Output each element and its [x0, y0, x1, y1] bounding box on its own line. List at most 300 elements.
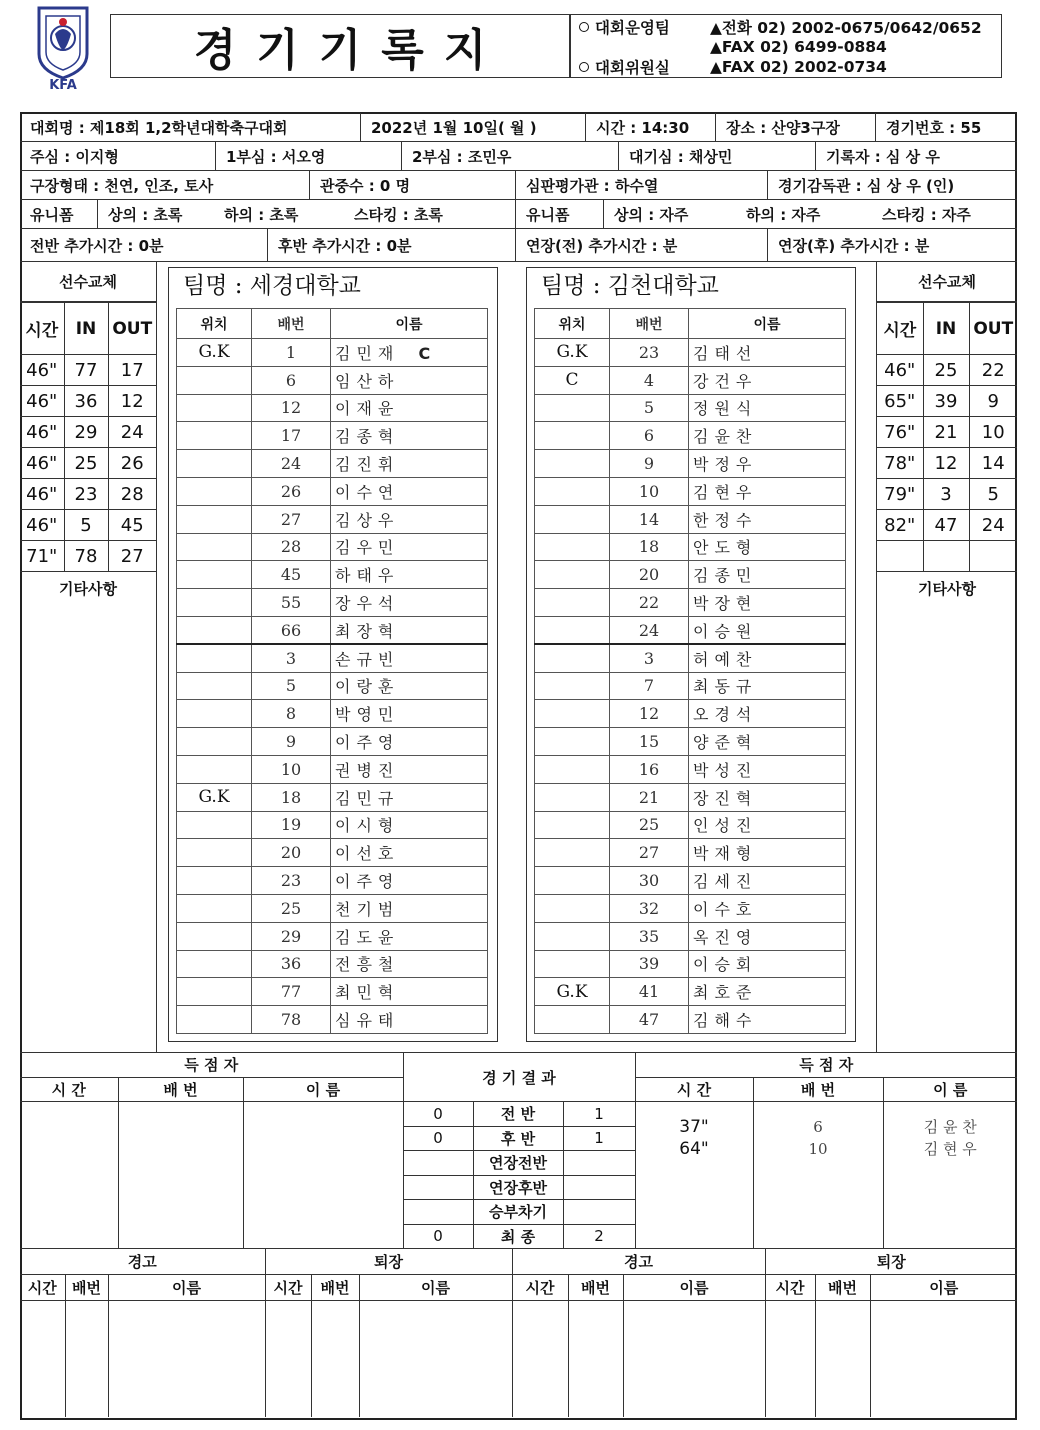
player-number: 77 [252, 978, 331, 1006]
player-name: 최장혁 [335, 621, 400, 641]
assistant-referee-1: 1부심 : 서오영 [216, 142, 402, 170]
roster-row [535, 978, 846, 1006]
player-name: 김민재 [335, 343, 400, 363]
player-name-cell [331, 644, 488, 672]
player-name: 김태선 [693, 343, 758, 363]
contact-box [570, 14, 1002, 78]
player-name-cell [331, 783, 488, 811]
player-name: 최호준 [693, 983, 758, 1003]
player-name-cell [689, 755, 846, 783]
player-position [177, 922, 252, 950]
card-col-number: 배번 [65, 1275, 108, 1301]
player-name-cell [331, 950, 488, 978]
roster-row [535, 561, 846, 589]
card-col-number: 배번 [311, 1275, 359, 1301]
away-goal-times: 37" 64" [635, 1102, 753, 1249]
player-number: 10 [252, 755, 331, 783]
player-position [177, 533, 252, 561]
player-number: 39 [610, 950, 689, 978]
contact-fax-committee: ▲FAX 02) 2002-0734 [710, 58, 887, 76]
player-name-cell [689, 589, 846, 617]
player-name: 이승회 [693, 955, 758, 975]
notes-heading: 기타사항 [918, 580, 976, 598]
player-name: 허예찬 [693, 649, 758, 669]
player-position [177, 1006, 252, 1034]
player-number: 9 [252, 728, 331, 756]
sub-row: 46" 36 12 [20, 386, 156, 417]
roster-row [177, 700, 488, 728]
roster-row [535, 783, 846, 811]
player-position [535, 450, 610, 478]
player-position [177, 811, 252, 839]
pitch-type: 구장형태 : 천연, 인조, 토사 [20, 171, 310, 199]
notes-heading: 기타사항 [59, 580, 117, 598]
player-name-cell [331, 922, 488, 950]
home-first-half-score: 0 [403, 1102, 473, 1127]
period-second-half: 후 반 [473, 1126, 563, 1151]
home-ejection-heading: 퇴장 [265, 1249, 512, 1275]
sub-row: 46" 25 26 [20, 448, 156, 479]
player-name: 이수연 [335, 482, 400, 502]
player-position [535, 672, 610, 700]
player-name-cell [331, 672, 488, 700]
roster-row [177, 589, 488, 617]
info-row-3 [20, 171, 1017, 200]
subs-col-in: IN [923, 303, 969, 355]
sub-row: 76" 21 10 [877, 417, 1017, 448]
player-name: 이승원 [693, 621, 758, 641]
match-result-heading: 경 기 결 과 [403, 1053, 635, 1102]
player-name-cell [689, 783, 846, 811]
roster-row [177, 505, 488, 533]
substitutions-away [877, 262, 1017, 606]
player-name: 하태우 [335, 566, 400, 586]
subs-col-out: OUT [969, 303, 1017, 355]
player-name-cell [331, 561, 488, 589]
player-number: 20 [610, 561, 689, 589]
away-first-half-score: 1 [563, 1102, 635, 1127]
sub-row: 46" 29 24 [20, 417, 156, 448]
period-extra-first: 연장전반 [473, 1151, 563, 1176]
player-number: 20 [252, 839, 331, 867]
cards-section [20, 1248, 1017, 1417]
player-name-cell [331, 616, 488, 644]
player-number: 21 [610, 783, 689, 811]
player-name: 천기범 [335, 899, 400, 919]
second-half-added-time: 후반 추가시간 : 0분 [268, 229, 516, 261]
card-col-name: 이름 [108, 1275, 265, 1301]
circle-bullet-icon [579, 62, 589, 72]
player-name-cell [331, 366, 488, 394]
player-number: 19 [252, 811, 331, 839]
player-name: 이재윤 [335, 399, 400, 419]
player-name-cell [689, 422, 846, 450]
player-name: 전흥철 [335, 955, 400, 975]
player-number: 16 [610, 755, 689, 783]
home-final-score: 0 [403, 1224, 473, 1249]
roster-row [177, 644, 488, 672]
subs-col-time: 시간 [20, 303, 64, 355]
player-position [177, 394, 252, 422]
player-name-cell [331, 755, 488, 783]
player-position [177, 672, 252, 700]
player-position [177, 644, 252, 672]
roster-row [177, 672, 488, 700]
player-position [177, 894, 252, 922]
roster-row [177, 1006, 488, 1034]
sub-row: 79" 3 5 [877, 479, 1017, 510]
player-number: 45 [252, 561, 331, 589]
player-name-cell [689, 839, 846, 867]
player-name: 이수호 [693, 899, 758, 919]
player-number: 9 [610, 450, 689, 478]
player-name: 김현우 [693, 482, 758, 502]
player-number: 66 [252, 616, 331, 644]
player-name-cell [331, 839, 488, 867]
player-position [535, 894, 610, 922]
referee: 주심 : 이지형 [20, 142, 216, 170]
player-position [535, 589, 610, 617]
player-number: 3 [252, 644, 331, 672]
player-name: 옥진영 [693, 927, 758, 947]
player-name-cell [689, 477, 846, 505]
player-number: 26 [252, 477, 331, 505]
home-col-time: 시 간 [20, 1077, 118, 1102]
player-name: 박장현 [693, 594, 758, 614]
roster-row [535, 450, 846, 478]
player-number: 12 [610, 700, 689, 728]
card-col-name: 이름 [870, 1275, 1017, 1301]
player-name-cell [331, 700, 488, 728]
sub-row: 71" 78 27 [20, 541, 156, 572]
roster-row [535, 922, 846, 950]
extra-first-added-time: 연장(전) 추가시간 : 분 [516, 229, 768, 261]
team-panel-home [168, 267, 498, 1042]
player-position [535, 950, 610, 978]
player-number: 23 [252, 867, 331, 895]
player-position [177, 755, 252, 783]
player-number: 8 [252, 700, 331, 728]
title-box [110, 14, 570, 78]
player-number: 1 [252, 339, 331, 367]
player-name-cell [331, 394, 488, 422]
roster-row [177, 811, 488, 839]
player-name-cell [331, 450, 488, 478]
away-scorers-heading: 득 점 자 [635, 1053, 1017, 1078]
away-col-time: 시 간 [635, 1077, 753, 1102]
player-position [177, 978, 252, 1006]
circle-bullet-icon [579, 22, 589, 32]
player-position [177, 450, 252, 478]
player-name-cell [689, 728, 846, 756]
player-position [535, 505, 610, 533]
match-time: 시간 : 14:30 [586, 113, 716, 141]
card-col-time: 시간 [20, 1275, 65, 1301]
period-first-half: 전 반 [473, 1102, 563, 1127]
player-position [177, 505, 252, 533]
player-name: 인성진 [693, 816, 758, 836]
player-name: 김민규 [335, 788, 400, 808]
subs-col-out: OUT [108, 303, 156, 355]
away-warning-heading: 경고 [512, 1249, 765, 1275]
player-name: 김상우 [335, 510, 400, 530]
match-date: 2022년 1월 10일( 월 ) [361, 113, 586, 141]
player-number: 36 [252, 950, 331, 978]
roster-row [535, 728, 846, 756]
roster-row [535, 477, 846, 505]
player-position [535, 616, 610, 644]
player-number: 5 [252, 672, 331, 700]
player-position: G.K [535, 339, 610, 367]
roster-col-number: 배번 [252, 309, 331, 339]
roster-row [535, 950, 846, 978]
player-name-cell [689, 561, 846, 589]
player-name: 권병진 [335, 760, 400, 780]
roster-row [535, 505, 846, 533]
player-number: 28 [252, 533, 331, 561]
player-name: 최민혁 [335, 983, 400, 1003]
player-name-cell [689, 450, 846, 478]
player-position [177, 728, 252, 756]
team-name: 팀명 : 세경대학교 [183, 273, 361, 299]
player-position [535, 783, 610, 811]
roster-row [535, 339, 846, 367]
roster-row [535, 1006, 846, 1034]
card-col-time: 시간 [265, 1275, 311, 1301]
player-name: 김세진 [693, 872, 758, 892]
player-number: 12 [252, 394, 331, 422]
roster-row [177, 950, 488, 978]
player-position [535, 922, 610, 950]
player-name-cell [331, 533, 488, 561]
player-position [177, 561, 252, 589]
player-number: 55 [252, 589, 331, 617]
player-name: 박정우 [693, 455, 758, 475]
roster-row [535, 422, 846, 450]
roster-row [177, 616, 488, 644]
player-position [177, 366, 252, 394]
info-row-5 [20, 229, 1017, 262]
fourth-official: 대기심 : 채상민 [619, 142, 816, 170]
contact-phone: ▲전화 02) 2002-0675/0642/0652 [710, 19, 982, 37]
player-name-cell [331, 477, 488, 505]
subs-col-in: IN [64, 303, 108, 355]
info-row-4 [20, 200, 1017, 229]
away-col-name: 이 름 [883, 1077, 1017, 1102]
tournament-name: 대회명 : 제18회 1,2학년대학축구대회 [20, 113, 361, 141]
logo-text: KFA [49, 78, 77, 93]
player-number: 78 [252, 1006, 331, 1034]
player-number: 5 [610, 394, 689, 422]
player-number: 6 [252, 366, 331, 394]
home-scorers-heading: 득 점 자 [20, 1053, 403, 1078]
away-bottom-color: 하의 : 자주 [746, 205, 821, 224]
player-name: 장진혁 [693, 788, 758, 808]
roster-row [535, 366, 846, 394]
player-name-cell [689, 505, 846, 533]
player-position [535, 1006, 610, 1034]
player-name: 한정수 [693, 510, 758, 530]
player-name-cell [689, 978, 846, 1006]
player-number: 17 [252, 422, 331, 450]
card-col-number: 배번 [568, 1275, 623, 1301]
sub-row: 82" 47 24 [877, 510, 1017, 541]
player-number: 35 [610, 922, 689, 950]
roster-col-name: 이름 [331, 309, 488, 339]
player-name-cell [689, 644, 846, 672]
roster-row [177, 978, 488, 1006]
player-name: 김종민 [693, 566, 758, 586]
player-position [535, 533, 610, 561]
captain-mark: C [418, 343, 431, 363]
player-name-cell [689, 616, 846, 644]
sub-row [877, 541, 1017, 572]
away-second-half-score: 1 [563, 1126, 635, 1151]
player-name-cell [331, 589, 488, 617]
roster-row [535, 700, 846, 728]
match-venue: 장소 : 산양3구장 [716, 113, 876, 141]
sub-row: 46" 25 22 [877, 355, 1017, 386]
extra-second-added-time: 연장(후) 추가시간 : 분 [778, 236, 930, 255]
player-name-cell [689, 867, 846, 895]
away-top-color: 상의 : 자주 [614, 205, 689, 224]
team-panel-away [526, 267, 856, 1042]
roster-col-name: 이름 [689, 309, 846, 339]
home-socks-color: 스타킹 : 초록 [344, 200, 516, 228]
player-name: 오경석 [693, 705, 758, 725]
player-name-cell [689, 922, 846, 950]
player-name-cell [689, 1006, 846, 1034]
player-name-cell [689, 339, 846, 367]
player-name: 김우민 [335, 538, 400, 558]
player-number: 27 [252, 505, 331, 533]
player-name-cell [331, 867, 488, 895]
player-position: G.K [535, 978, 610, 1006]
player-name-cell [689, 950, 846, 978]
player-position [177, 422, 252, 450]
roster-row [177, 894, 488, 922]
player-position [535, 394, 610, 422]
player-name: 박성진 [693, 760, 758, 780]
roster-row [177, 561, 488, 589]
home-top-color: 상의 : 초록 [108, 205, 183, 224]
player-position [535, 644, 610, 672]
player-name-cell [331, 505, 488, 533]
player-name-cell [689, 894, 846, 922]
player-position [535, 867, 610, 895]
page-title: 경기기록지 [193, 25, 507, 76]
player-number: 15 [610, 728, 689, 756]
player-position [177, 477, 252, 505]
uniform-label-home: 유니폼 [20, 200, 98, 228]
roster-row [177, 477, 488, 505]
player-position [177, 867, 252, 895]
player-position [535, 755, 610, 783]
roster-row [177, 728, 488, 756]
home-col-name: 이 름 [243, 1077, 403, 1102]
player-name-cell [331, 422, 488, 450]
player-name: 최동규 [693, 677, 758, 697]
contact-label-committee: 대회위원실 [595, 59, 670, 77]
player-number: 14 [610, 505, 689, 533]
substitutions-home [20, 262, 156, 606]
player-name: 이시형 [335, 816, 400, 836]
player-position: G.K [177, 783, 252, 811]
subs-heading: 선수교체 [877, 262, 1017, 302]
player-position: G.K [177, 339, 252, 367]
away-col-number: 배 번 [753, 1077, 883, 1102]
player-position [177, 950, 252, 978]
player-number: 30 [610, 867, 689, 895]
card-col-time: 시간 [512, 1275, 568, 1301]
contact-fax-ops: ▲FAX 02) 6499-0884 [710, 38, 887, 56]
roster-row [535, 589, 846, 617]
player-number: 25 [252, 894, 331, 922]
player-number: 24 [252, 450, 331, 478]
player-name: 김종혁 [335, 427, 400, 447]
away-socks-color: 스타킹 : 자주 [882, 205, 971, 224]
player-position [535, 811, 610, 839]
roster-row [535, 394, 846, 422]
player-name: 심유태 [335, 1011, 400, 1031]
roster-row [177, 755, 488, 783]
player-name-cell [689, 672, 846, 700]
sub-row: 46" 5 45 [20, 510, 156, 541]
sub-row: 78" 12 14 [877, 448, 1017, 479]
roster-row [535, 672, 846, 700]
player-name-cell [331, 339, 488, 367]
player-name-cell [689, 700, 846, 728]
player-name: 김도윤 [335, 927, 400, 947]
player-name: 이랑훈 [335, 677, 400, 697]
uniform-label-away: 유니폼 [516, 200, 604, 228]
away-ejection-heading: 퇴장 [765, 1249, 1017, 1275]
team-name: 팀명 : 김천대학교 [541, 273, 719, 299]
player-position [535, 700, 610, 728]
period-penalties: 승부차기 [473, 1200, 563, 1225]
score-section [20, 1052, 1017, 1249]
roster-row [177, 867, 488, 895]
player-number: 3 [610, 644, 689, 672]
roster-row [535, 616, 846, 644]
roster-row [535, 644, 846, 672]
recorder: 기록자 : 심 상 우 [826, 147, 940, 166]
home-warning-heading: 경고 [20, 1249, 265, 1275]
player-number: 22 [610, 589, 689, 617]
player-number: 27 [610, 839, 689, 867]
player-number: 24 [610, 616, 689, 644]
player-name: 김해수 [693, 1011, 758, 1031]
roster-col-position: 위치 [177, 309, 252, 339]
roster-row [177, 450, 488, 478]
player-position [535, 728, 610, 756]
roster-col-number: 배번 [610, 309, 689, 339]
player-name-cell [331, 1006, 488, 1034]
card-col-name: 이름 [623, 1275, 765, 1301]
player-position [535, 839, 610, 867]
player-name: 장우석 [335, 594, 400, 614]
roster-row [177, 839, 488, 867]
roster-row [535, 867, 846, 895]
player-name-cell [331, 894, 488, 922]
roster-table-home [176, 308, 488, 1034]
player-name: 김윤찬 [693, 427, 758, 447]
player-position [535, 477, 610, 505]
sub-row: 65" 39 9 [877, 386, 1017, 417]
roster-row [177, 339, 488, 367]
player-position [177, 589, 252, 617]
player-name-cell [689, 811, 846, 839]
